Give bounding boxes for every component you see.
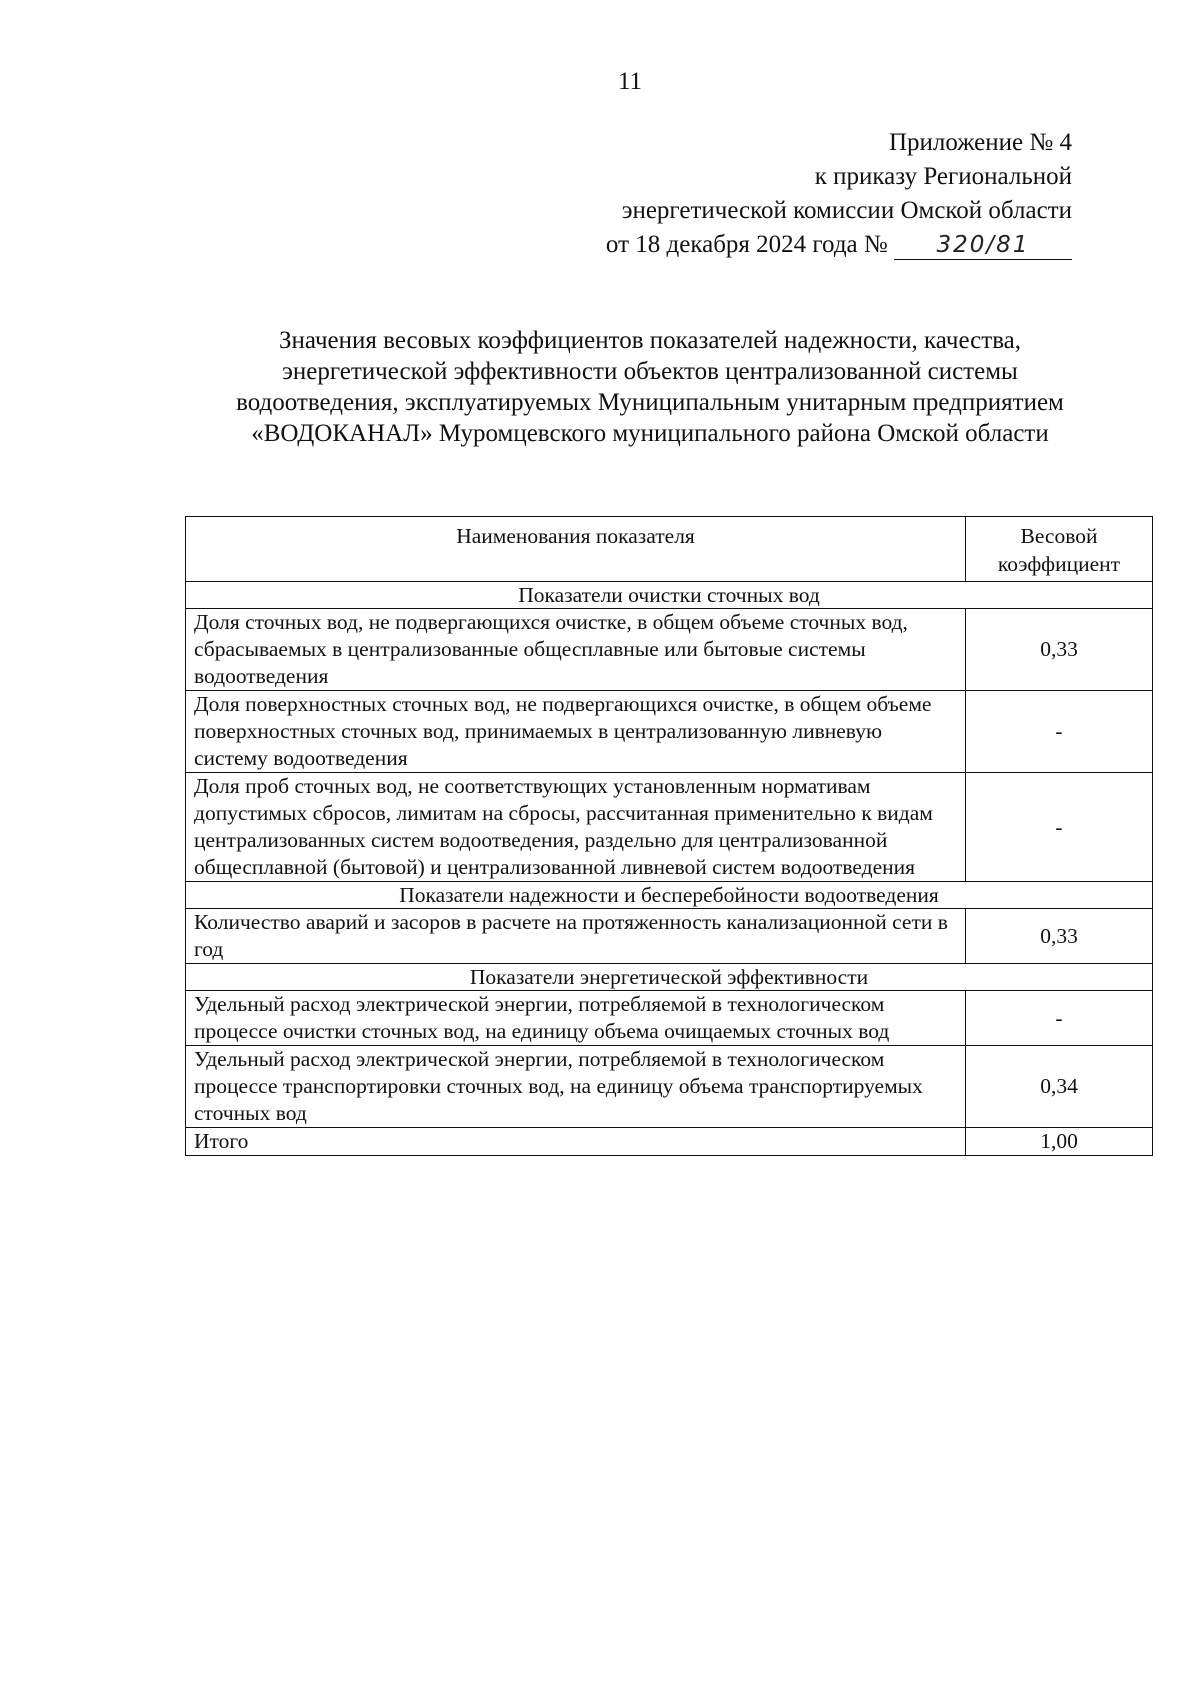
- total-value: 1,00: [966, 1128, 1153, 1156]
- total-label: Итого: [186, 1128, 966, 1156]
- appendix-date: от 18 декабря 2024 года №: [605, 231, 888, 258]
- row-name: Удельный расход электрической энергии, потребляемой в технологическом процессе очистки сточных вод, на единицу объема очищаемых сточных вод: [186, 991, 966, 1046]
- table-row: [186, 909, 1153, 964]
- row-name: Доля сточных вод, не подвергающихся очистке, в общем объеме сточных вод, сбрасываемых в централизованные общесплавные или бытовые системы водоотведения: [186, 609, 966, 691]
- section-row: [186, 882, 1153, 909]
- order-number-handwritten: 320/81: [894, 231, 1072, 260]
- table-row: [186, 991, 1153, 1046]
- row-name: Количество аварий и засоров в расчете на протяженность канализационной сети в год: [186, 909, 966, 964]
- row-coefficient: 0,33: [966, 609, 1153, 691]
- header-coefficient-line-2: коэффициент: [997, 552, 1121, 576]
- row-coefficient: 0,34: [966, 1046, 1153, 1128]
- row-coefficient: 0,33: [966, 909, 1153, 964]
- document-title: [160, 325, 1140, 449]
- row-name: Доля проб сточных вод, не соответствующих установленным нормативам допустимых сбросов, лимитам на сбросы, рассчитанная применительно к видам централизованных систем водоотведения, раздельно для централизованной общесплавной (бытовой) и централизованной ливневой систем водоотведения: [186, 773, 966, 882]
- appendix-line-2: к приказу Региональной: [814, 163, 1072, 190]
- appendix-line-3: энергетической комиссии Омской области: [621, 197, 1072, 224]
- header-name: Наименования показателя: [186, 517, 966, 582]
- page-number: 11: [617, 68, 643, 95]
- header-coefficient-line-1: Весовой: [1020, 524, 1098, 548]
- appendix-line-4: [606, 228, 1072, 262]
- row-coefficient: -: [966, 773, 1153, 882]
- appendix-header: [606, 126, 1072, 262]
- title-line-2: энергетической эффективности объектов централизованной системы: [282, 358, 1018, 385]
- section-row: [186, 964, 1153, 991]
- coefficients-table: [185, 516, 1153, 1156]
- row-name: Удельный расход электрической энергии, потребляемой в технологическом процессе транспортировки сточных вод, на единицу объема транспортируемых сточных вод: [186, 1046, 966, 1128]
- section-title-energy: Показатели энергетической эффективности: [186, 964, 1153, 991]
- appendix-line-1: Приложение № 4: [888, 129, 1072, 156]
- table-row: [186, 609, 1153, 691]
- section-row: [186, 582, 1153, 609]
- table-row: [186, 691, 1153, 773]
- total-row: [186, 1128, 1153, 1156]
- section-title-reliability: Показатели надежности и бесперебойности водоотведения: [186, 882, 1153, 909]
- title-line-3: водоотведения, эксплуатируемых Муниципальным унитарным предприятием: [236, 389, 1064, 416]
- title-line-1: Значения весовых коэффициентов показателей надежности, качества,: [278, 327, 1022, 354]
- header-coefficient: [966, 517, 1153, 582]
- row-coefficient: -: [966, 691, 1153, 773]
- row-coefficient: -: [966, 991, 1153, 1046]
- title-line-4: «ВОДОКАНАЛ» Муромцевского муниципального района Омской области: [251, 420, 1049, 447]
- table-header-row: [186, 517, 1153, 582]
- section-title-treatment: Показатели очистки сточных вод: [186, 582, 1153, 609]
- table-row: [186, 1046, 1153, 1128]
- coefficients-table-container: [185, 516, 1152, 1156]
- table-row: [186, 773, 1153, 882]
- row-name: Доля поверхностных сточных вод, не подвергающихся очистке, в общем объеме поверхностных сточных вод, принимаемых в централизованную ливневую систему водоотведения: [186, 691, 966, 773]
